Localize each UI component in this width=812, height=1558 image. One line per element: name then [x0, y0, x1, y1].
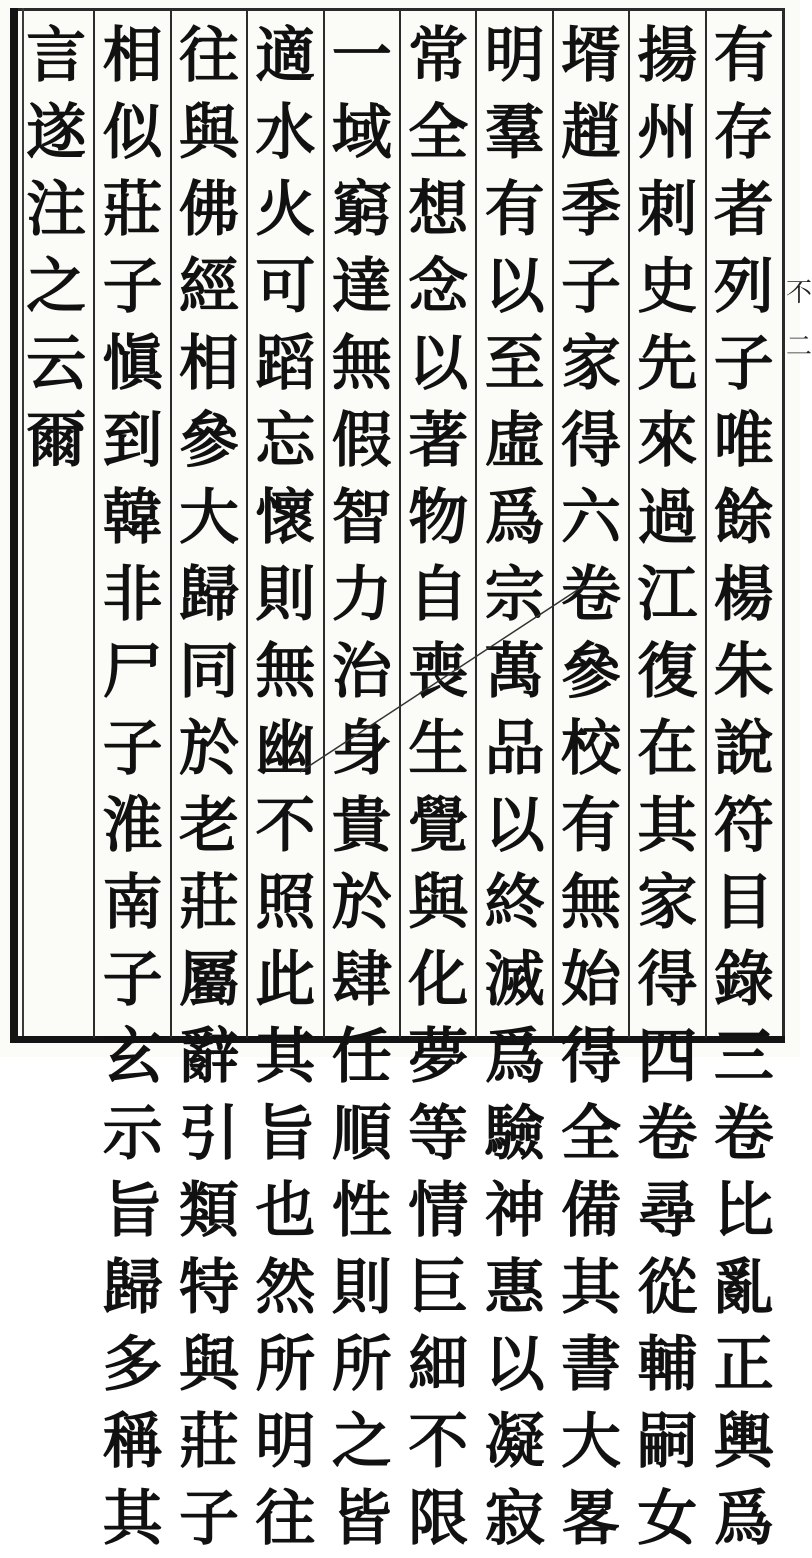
- character: 著: [408, 406, 469, 476]
- character: 化: [408, 945, 469, 1015]
- character: 揚: [637, 21, 698, 91]
- character: 得: [637, 945, 698, 1015]
- character: 得: [560, 406, 621, 476]
- character: 忘: [255, 406, 316, 476]
- character: 神: [484, 1176, 545, 1246]
- character: 於: [178, 714, 239, 784]
- character: 尸: [102, 637, 163, 707]
- character: 校: [560, 714, 621, 784]
- character: 州: [637, 98, 698, 168]
- character: 常: [408, 21, 469, 91]
- character: 史: [637, 252, 698, 322]
- character: 言: [26, 21, 87, 91]
- character: 稱: [102, 1407, 163, 1477]
- character: 貴: [331, 791, 392, 861]
- character: 錄: [713, 945, 774, 1015]
- character: 力: [331, 560, 392, 630]
- character: 示: [102, 1099, 163, 1169]
- character: 刺: [637, 175, 698, 245]
- character: 之: [26, 252, 87, 322]
- character: 參: [560, 637, 621, 707]
- character: 趙: [560, 98, 621, 168]
- character: 楊: [713, 560, 774, 630]
- character: 爲: [484, 483, 545, 553]
- character: 卷: [713, 1099, 774, 1169]
- character: 大: [560, 1407, 621, 1477]
- character: 女: [637, 1484, 698, 1554]
- character: 子: [560, 252, 621, 322]
- character: 嗣: [637, 1407, 698, 1477]
- character: 有: [484, 175, 545, 245]
- character: 注: [26, 175, 87, 245]
- character: 非: [102, 560, 163, 630]
- character: 子: [178, 1484, 239, 1554]
- character: 不: [408, 1407, 469, 1477]
- character: 所: [255, 1330, 316, 1400]
- character: 辭: [178, 1022, 239, 1092]
- character: 想: [408, 175, 469, 245]
- character: 與: [178, 1330, 239, 1400]
- character: 念: [408, 252, 469, 322]
- character: 旨: [255, 1099, 316, 1169]
- character: 歸: [102, 1253, 163, 1323]
- character: 佛: [178, 175, 239, 245]
- character: 相: [178, 329, 239, 399]
- character: 其: [560, 1253, 621, 1323]
- character: 老: [178, 791, 239, 861]
- character: 與: [178, 98, 239, 168]
- character: 皆: [331, 1484, 392, 1554]
- character: 家: [637, 868, 698, 938]
- character: 子: [102, 945, 163, 1015]
- character: 備: [560, 1176, 621, 1246]
- character: 遂: [26, 98, 87, 168]
- character: 身: [331, 714, 392, 784]
- character: 莊: [178, 1407, 239, 1477]
- character: 以: [484, 252, 545, 322]
- stray-stroke: [300, 585, 585, 772]
- character: 適: [255, 21, 316, 91]
- character: 情: [408, 1176, 469, 1246]
- character: 說: [713, 714, 774, 784]
- character: 細: [408, 1330, 469, 1400]
- character: 智: [331, 483, 392, 553]
- character: 輔: [637, 1330, 698, 1400]
- character: 任: [331, 1022, 392, 1092]
- character: 明: [484, 21, 545, 91]
- character: 假: [331, 406, 392, 476]
- character: 等: [408, 1099, 469, 1169]
- character: 凝: [484, 1407, 545, 1477]
- character: 書: [560, 1330, 621, 1400]
- character: 域: [331, 98, 392, 168]
- character: 卷: [560, 560, 621, 630]
- character: 列: [713, 252, 774, 322]
- character: 同: [178, 637, 239, 707]
- character: 其: [637, 791, 698, 861]
- edge-mark: 不: [786, 278, 812, 308]
- character: 江: [637, 560, 698, 630]
- character: 全: [560, 1099, 621, 1169]
- character: 火: [255, 175, 316, 245]
- character: 以: [484, 1330, 545, 1400]
- character: 有: [713, 21, 774, 91]
- character: 生: [408, 714, 469, 784]
- character: 之: [331, 1407, 392, 1477]
- character: 終: [484, 868, 545, 938]
- character: 羣: [484, 98, 545, 168]
- character: 驗: [484, 1099, 545, 1169]
- character: 歸: [178, 560, 239, 630]
- character: 夢: [408, 1022, 469, 1092]
- character: 經: [178, 252, 239, 322]
- character: 卷: [637, 1099, 698, 1169]
- character: 於: [331, 868, 392, 938]
- character: 性: [331, 1176, 392, 1246]
- character: 宗: [484, 560, 545, 630]
- character: 覺: [408, 791, 469, 861]
- character: 參: [178, 406, 239, 476]
- character: 季: [560, 175, 621, 245]
- character: 與: [408, 868, 469, 938]
- character: 來: [637, 406, 698, 476]
- character: 有: [560, 791, 621, 861]
- character: 餘: [713, 483, 774, 553]
- character: 蹈: [255, 329, 316, 399]
- character: 此: [255, 945, 316, 1015]
- character: 從: [637, 1253, 698, 1323]
- character: 全: [408, 98, 469, 168]
- character: 相: [102, 21, 163, 91]
- character: 以: [408, 329, 469, 399]
- character: 可: [255, 252, 316, 322]
- character: 幽: [255, 714, 316, 784]
- character: 物: [408, 483, 469, 553]
- character: 水: [255, 98, 316, 168]
- character: 南: [102, 868, 163, 938]
- character: 往: [255, 1484, 316, 1554]
- character: 愼: [102, 329, 163, 399]
- character: 四: [637, 1022, 698, 1092]
- character: 然: [255, 1253, 316, 1323]
- character: 巨: [408, 1253, 469, 1323]
- character: 亂: [713, 1253, 774, 1323]
- character: 朱: [713, 637, 774, 707]
- character: 達: [331, 252, 392, 322]
- character: 懷: [255, 483, 316, 553]
- character: 云: [26, 329, 87, 399]
- character: 引: [178, 1099, 239, 1169]
- character: 玄: [102, 1022, 163, 1092]
- character: 其: [255, 1022, 316, 1092]
- character: 莊: [178, 868, 239, 938]
- character: 特: [178, 1253, 239, 1323]
- character: 順: [331, 1099, 392, 1169]
- character: 爲: [713, 1484, 774, 1554]
- character: 一: [331, 21, 392, 91]
- character: 韓: [102, 483, 163, 553]
- character: 萬: [484, 637, 545, 707]
- character: 畧: [560, 1484, 621, 1554]
- character: 照: [255, 868, 316, 938]
- character: 治: [331, 637, 392, 707]
- character: 大: [178, 483, 239, 553]
- character: 似: [102, 98, 163, 168]
- character: 也: [255, 1176, 316, 1246]
- edge-mark: 二: [786, 332, 812, 362]
- character: 莊: [102, 175, 163, 245]
- character: 符: [713, 791, 774, 861]
- character: 淮: [102, 791, 163, 861]
- character: 子: [713, 329, 774, 399]
- character: 復: [637, 637, 698, 707]
- character: 六: [560, 483, 621, 553]
- character: 家: [560, 329, 621, 399]
- character: 尋: [637, 1176, 698, 1246]
- character: 者: [713, 175, 774, 245]
- character: 爲: [484, 1022, 545, 1092]
- character: 至: [484, 329, 545, 399]
- character: 過: [637, 483, 698, 553]
- character: 唯: [713, 406, 774, 476]
- character: 往: [178, 21, 239, 91]
- character: 則: [331, 1253, 392, 1323]
- character: 正: [713, 1330, 774, 1400]
- character: 子: [102, 252, 163, 322]
- character: 不: [255, 791, 316, 861]
- character: 所: [331, 1330, 392, 1400]
- character: 子: [102, 714, 163, 784]
- character: 則: [255, 560, 316, 630]
- character: 無: [331, 329, 392, 399]
- character: 無: [560, 868, 621, 938]
- character: 壻: [560, 21, 621, 91]
- character: 肆: [331, 945, 392, 1015]
- character: 寂: [484, 1484, 545, 1554]
- character: 旨: [102, 1176, 163, 1246]
- character: 自: [408, 560, 469, 630]
- character: 類: [178, 1176, 239, 1246]
- character: 存: [713, 98, 774, 168]
- character: 以: [484, 791, 545, 861]
- character: 先: [637, 329, 698, 399]
- character: 限: [408, 1484, 469, 1554]
- character: 窮: [331, 175, 392, 245]
- character: 三: [713, 1022, 774, 1092]
- character: 虛: [484, 406, 545, 476]
- character: 明: [255, 1407, 316, 1477]
- character: 屬: [178, 945, 239, 1015]
- character: 在: [637, 714, 698, 784]
- character: 多: [102, 1330, 163, 1400]
- character: 惠: [484, 1253, 545, 1323]
- character: 喪: [408, 637, 469, 707]
- character: 比: [713, 1176, 774, 1246]
- character: 滅: [484, 945, 545, 1015]
- character: 其: [102, 1484, 163, 1554]
- character: 無: [255, 637, 316, 707]
- character: 輿: [713, 1407, 774, 1477]
- character: 始: [560, 945, 621, 1015]
- character: 爾: [26, 406, 87, 476]
- character: 得: [560, 1022, 621, 1092]
- character: 品: [484, 714, 545, 784]
- character: 到: [102, 406, 163, 476]
- character: 目: [713, 868, 774, 938]
